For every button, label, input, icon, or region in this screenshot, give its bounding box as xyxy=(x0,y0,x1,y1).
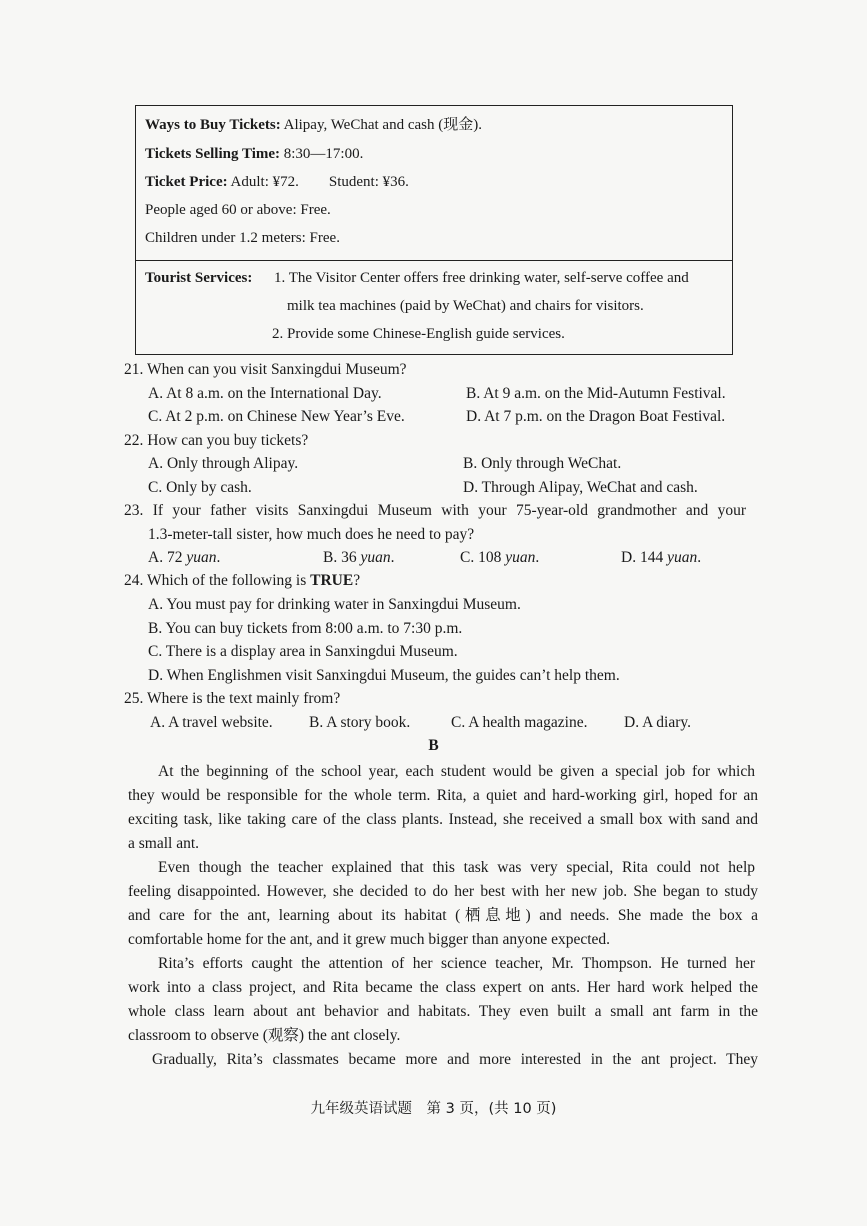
option-a-amount: A. 72 xyxy=(148,549,187,566)
passage-line: feeling disappointed. However, she decided to do her best with her new job. She began to study xyxy=(128,883,758,900)
service-1b: milk tea machines (paid by WeChat) and chairs for visitors. xyxy=(287,298,644,314)
price-student: Student: ¥36. xyxy=(328,174,409,190)
question-21-option-c[interactable]: C. At 2 p.m. on Chinese New Year’s Eve. xyxy=(148,408,405,425)
question-25-option-c[interactable]: C. A health magazine. xyxy=(451,714,588,731)
passage-line: comfortable home for the ant, and it grew much bigger than anyone expected. xyxy=(128,931,611,948)
ticket-price-line xyxy=(145,172,409,192)
ways-to-buy-line xyxy=(145,115,482,135)
question-24-stem xyxy=(124,571,360,591)
question-24-option-b[interactable]: B. You can buy tickets from 8:00 a.m. to 7:30 p.m. xyxy=(148,620,463,637)
option-b-dot: . xyxy=(390,549,395,566)
question-25-option-b[interactable]: B. A story book. xyxy=(309,714,411,731)
question-23-option-a[interactable] xyxy=(148,548,220,568)
price-adult: Adult: ¥72. xyxy=(227,174,299,190)
option-c-amount: C. 108 xyxy=(460,549,506,566)
passage-line: a small ant. xyxy=(128,835,200,852)
option-b-amount: B. 36 xyxy=(323,549,361,566)
children-line: Children under 1.2 meters: Free. xyxy=(145,230,340,246)
passage-line: whole class learn about ant behavior and habitats. They even built a small ant farm in the xyxy=(128,1003,758,1020)
question-25-stem: 25. Where is the text mainly from? xyxy=(124,690,341,707)
time-value: 8:30—17:00. xyxy=(280,146,364,162)
passage-line: work into a class project, and Rita became the class expert on ants. Her hard work helped the xyxy=(128,979,758,996)
question-22-option-b[interactable]: B. Only through WeChat. xyxy=(463,455,622,472)
question-23-option-c[interactable] xyxy=(460,548,539,568)
passage-line: At the beginning of the school year, each student would be given a special job for which xyxy=(158,763,755,780)
question-21-option-d[interactable]: D. At 7 p.m. on the Dragon Boat Festival. xyxy=(466,408,726,425)
service-2: 2. Provide some Chinese-English guide services. xyxy=(272,326,565,342)
ways-label: Ways to Buy Tickets: xyxy=(145,117,281,133)
passage-line: they would be responsible for the whole term. Rita, a quiet and hard-working girl, hoped for an xyxy=(128,787,758,804)
ticket-info-box xyxy=(135,105,733,355)
time-label: Tickets Selling Time: xyxy=(145,146,281,162)
passage-line: Even though the teacher explained that this task was very special, Rita could not help xyxy=(158,859,755,876)
stem-bold: TRUE xyxy=(310,572,354,589)
service-1a: 1. The Visitor Center offers free drinking water, self-serve coffee and xyxy=(274,270,689,286)
passage-line: Rita’s efforts caught the attention of her science teacher, Mr. Thompson. He turned her xyxy=(158,955,755,972)
section-heading: B xyxy=(428,737,439,754)
option-d-dot: . xyxy=(697,549,702,566)
question-21-stem: 21. When can you visit Sanxingdui Museum? xyxy=(124,361,407,378)
passage-line: Gradually, Rita’s classmates became more and more interested in the ant project. They xyxy=(152,1051,758,1068)
option-a-dot: . xyxy=(216,549,221,566)
option-c-dot: . xyxy=(535,549,540,566)
question-23-option-d[interactable] xyxy=(621,548,701,568)
passage-line: classroom to observe (观察) the ant closely. xyxy=(128,1027,401,1044)
question-23-option-b[interactable] xyxy=(323,548,394,568)
senior-line: People aged 60 or above: Free. xyxy=(145,202,331,218)
yuan-unit: yuan xyxy=(667,549,698,566)
question-22-stem: 22. How can you buy tickets? xyxy=(124,432,309,449)
question-22-option-c[interactable]: C. Only by cash. xyxy=(148,479,252,496)
ticket-info-top xyxy=(136,106,732,261)
yuan-unit: yuan xyxy=(505,549,536,566)
question-23-stem-line-2: 1.3-meter-tall sister, how much does he need to pay? xyxy=(148,526,475,543)
question-21-option-b[interactable]: B. At 9 a.m. on the Mid-Autumn Festival. xyxy=(466,385,726,402)
page-footer: 九年级英语试题 第 3 页，(共 10 页) xyxy=(310,1101,557,1117)
question-22-option-a[interactable]: A. Only through Alipay. xyxy=(148,455,299,472)
question-24-option-d[interactable]: D. When Englishmen visit Sanxingdui Museum, the guides can’t help them. xyxy=(148,667,620,684)
question-21-option-a[interactable]: A. At 8 a.m. on the International Day. xyxy=(148,385,382,402)
stem-text: 24. Which of the following is xyxy=(124,572,311,589)
question-25-option-d[interactable]: D. A diary. xyxy=(624,714,692,731)
price-label: Ticket Price: xyxy=(145,174,228,190)
services-label: Tourist Services: xyxy=(145,270,253,286)
question-24-option-a[interactable]: A. You must pay for drinking water in Sanxingdui Museum. xyxy=(148,596,521,613)
stem-end: ? xyxy=(353,572,361,589)
question-23-stem-line-1: 23. If your father visits Sanxingdui Museum with your 75-year-old grandmother and your xyxy=(124,502,746,519)
yuan-unit: yuan xyxy=(186,549,217,566)
question-22-option-d[interactable]: D. Through Alipay, WeChat and cash. xyxy=(463,479,698,496)
yuan-unit: yuan xyxy=(360,549,391,566)
ways-value: Alipay, WeChat and cash (现金). xyxy=(280,117,482,133)
selling-time-line xyxy=(145,144,363,164)
question-24-option-c[interactable]: C. There is a display area in Sanxingdui Museum. xyxy=(148,643,458,660)
passage-line: exciting task, like taking care of the class plants. Instead, she received a small box with sand and xyxy=(128,811,758,828)
option-d-amount: D. 144 xyxy=(621,549,668,566)
passage-line: and care for the ant, learning about its habitat (栖息地) and needs. She made the box a xyxy=(128,907,758,924)
question-25-option-a[interactable]: A. A travel website. xyxy=(150,714,273,731)
